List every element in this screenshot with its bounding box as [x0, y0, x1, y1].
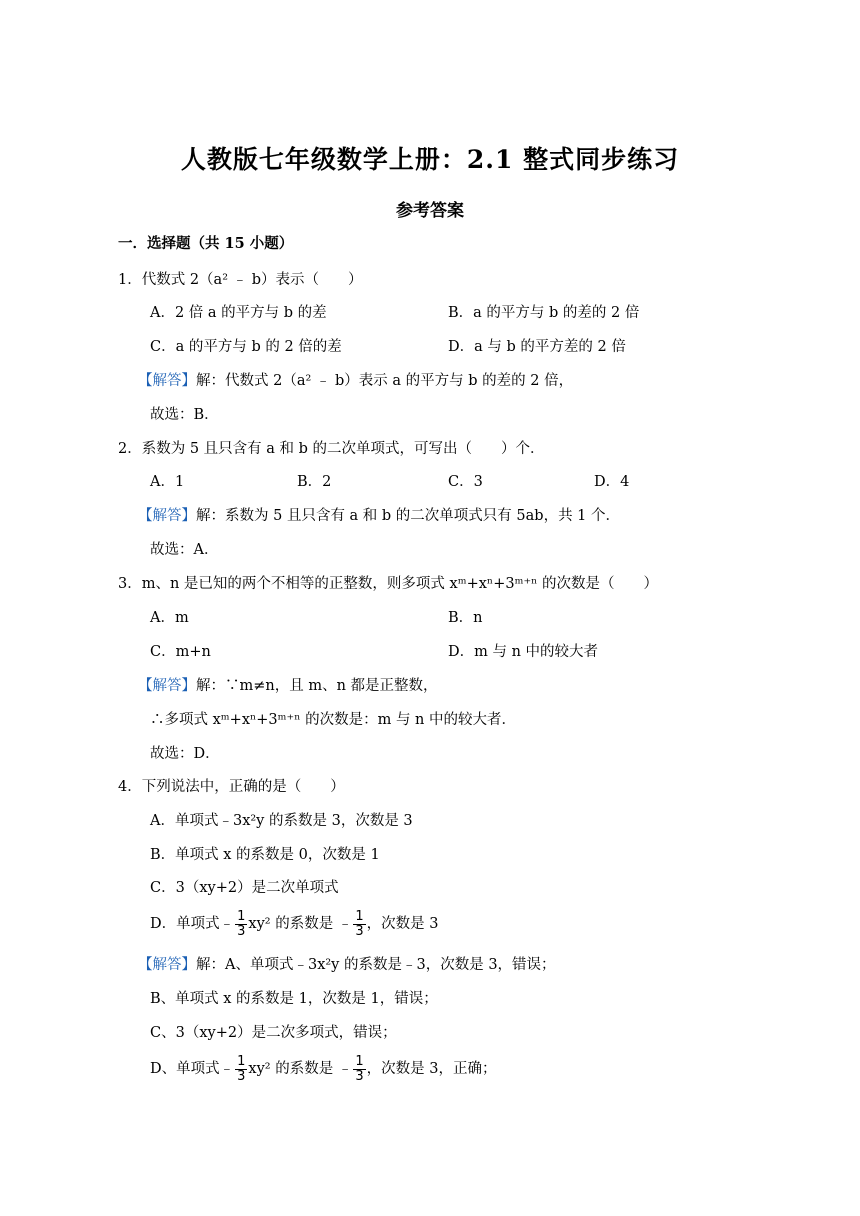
- q2-choice: 故选：A．: [150, 542, 219, 558]
- q2-option-a: A．1: [150, 474, 185, 490]
- q3-step: ∴多项式 xᵐ+xⁿ+3ᵐ⁺ⁿ 的次数是：m 与 n 中的较大者．: [150, 712, 516, 728]
- q3-stem: 3．m、n 是已知的两个不相等的正整数，则多项式 xᵐ+xⁿ+3ᵐ⁺ⁿ 的次数是（ ）: [118, 576, 659, 592]
- fraction-denominator: 3: [355, 923, 364, 939]
- q4-option-d-prefix: D．单项式﹣: [150, 916, 235, 932]
- q3-solution: 解：∵m≠n，且 m、n 都是正整数，: [196, 678, 438, 694]
- q3-answer: [138, 676, 438, 696]
- fraction-numerator: 1: [237, 1053, 246, 1069]
- fraction-numerator: 1: [237, 908, 246, 924]
- q4-option-b: B．单项式 x 的系数是 0，次数是 1: [150, 847, 380, 863]
- q1-option-c: C．a 的平方与 b 的 2 倍的差: [150, 339, 342, 355]
- q2-solution: 解：系数为 5 且只含有 a 和 b 的二次单项式只有 5ab，共 1 个．: [196, 508, 621, 524]
- answer-tag: 【解答】: [138, 508, 196, 524]
- q3-option-a: A．m: [150, 610, 189, 626]
- fraction: [235, 1055, 247, 1084]
- q4-option-a: A．单项式﹣3x²y 的系数是 3，次数是 3: [150, 813, 413, 829]
- q4-line-b: B、单项式 x 的系数是 1，次数是 1，错误；: [150, 991, 438, 1007]
- fraction: [235, 910, 247, 939]
- q1-answer: [138, 371, 573, 391]
- q1-option-b: B．a 的平方与 b 的差的 2 倍: [448, 305, 640, 321]
- fraction-numerator: 1: [355, 1053, 364, 1069]
- fraction: [353, 1055, 365, 1084]
- document-subtitle: 参考答案: [396, 201, 464, 221]
- q1-option-d: D．a 与 b 的平方差的 2 倍: [448, 339, 626, 355]
- q3-option-d: D．m 与 n 中的较大者: [448, 644, 599, 660]
- q2-answer: [138, 506, 620, 526]
- q1-stem: 1．代数式 2（a² ﹣ b）表示（ ）: [118, 272, 363, 288]
- q3-choice: 故选：D．: [150, 746, 220, 762]
- section-heading: 一．选择题（共 15 小题）: [118, 235, 294, 252]
- q1-solution: 解：代数式 2（a² ﹣ b）表示 a 的平方与 b 的差的 2 倍，: [196, 373, 574, 389]
- fraction: [353, 910, 365, 939]
- fraction-numerator: 1: [355, 908, 364, 924]
- q2-stem: 2．系数为 5 且只含有 a 和 b 的二次单项式，可写出（ ）个．: [118, 441, 545, 457]
- q4-stem: 4．下列说法中，正确的是（ ）: [118, 779, 345, 795]
- q4-line-d: [150, 1053, 496, 1085]
- q3-option-b: B．n: [448, 610, 483, 626]
- q4-line-d-suffix: ，次数是 3，正确；: [366, 1061, 497, 1077]
- fraction-denominator: 3: [355, 1068, 364, 1084]
- fraction-denominator: 3: [237, 1068, 246, 1084]
- q4-solution: 解：A、单项式﹣3x²y 的系数是﹣3，次数是 3，错误；: [196, 957, 556, 973]
- q4-option-c: C．3（xy+2）是二次单项式: [150, 880, 339, 896]
- q4-line-d-prefix: D、单项式﹣: [150, 1061, 235, 1077]
- q2-option-c: C．3: [448, 474, 483, 490]
- q2-option-d: D．4: [594, 474, 630, 490]
- q1-option-a: A．2 倍 a 的平方与 b 的差: [150, 305, 327, 321]
- answer-tag: 【解答】: [138, 373, 196, 389]
- q3-option-c: C．m+n: [150, 644, 211, 660]
- q4-option-d: [150, 908, 438, 940]
- q4-line-d-middle: xy² 的系数是 ﹣: [248, 1061, 353, 1077]
- answer-tag: 【解答】: [138, 678, 196, 694]
- q4-option-d-suffix: ，次数是 3: [366, 916, 439, 932]
- q2-option-b: B．2: [297, 474, 332, 490]
- fraction-denominator: 3: [237, 923, 246, 939]
- q4-answer: [138, 955, 556, 975]
- q4-line-c: C、3（xy+2）是二次多项式，错误；: [150, 1025, 397, 1041]
- answer-tag: 【解答】: [138, 957, 196, 973]
- q4-option-d-middle: xy² 的系数是 ﹣: [248, 916, 353, 932]
- document-title: 人教版七年级数学上册：2.1 整式同步练习: [180, 145, 680, 174]
- q1-choice: 故选：B．: [150, 407, 219, 423]
